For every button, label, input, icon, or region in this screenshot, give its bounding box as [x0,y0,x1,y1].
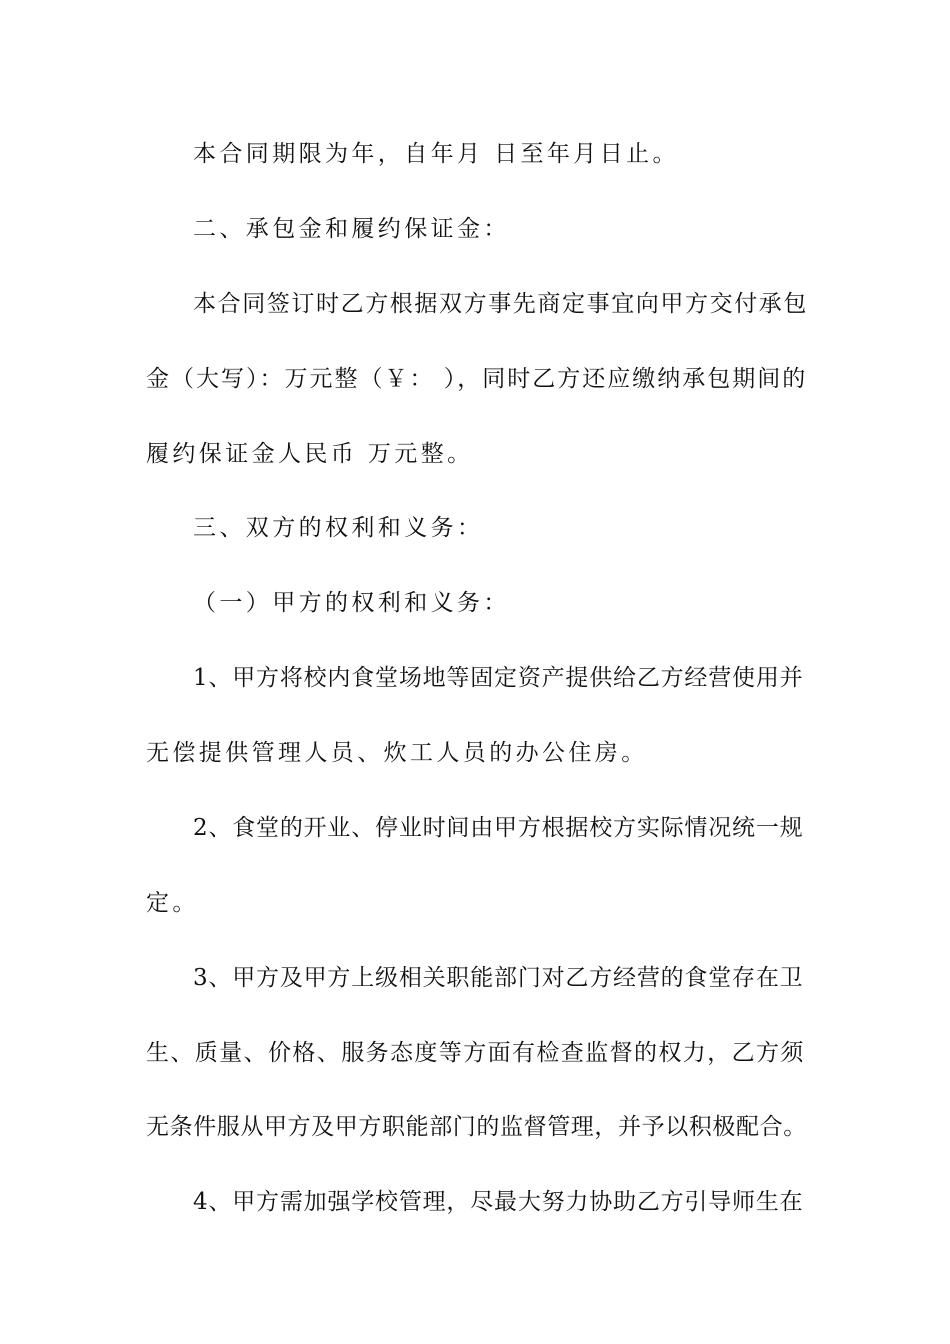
text-line: 无偿提供管理人员、炊工人员的办公住房。 [146,740,648,766]
text-line: 2、食堂的开业、停业时间由甲方根据校方实际情况统一规 [193,815,804,841]
text-line: 定。 [146,890,199,916]
text-line: 本合同签订时乙方根据双方事先商定事宜向甲方交付承包 [193,291,808,317]
section-heading: 三、双方的权利和义务： [193,515,484,541]
text-line: 1、甲方将校内食堂场地等固定资产提供给乙方经营使用并 [193,665,804,691]
text-line: 履约保证金人民币 万元整。 [146,441,474,467]
text-line: 金（大写）：万元整（￥： ），同时乙方还应缴纳承包期间的 [146,366,808,392]
text-line: 3、甲方及甲方上级相关职能部门对乙方经营的食堂存在卫 [193,965,804,991]
section-heading: 二、承包金和履约保证金： [193,216,510,242]
text-line: 生、质量、价格、服务态度等方面有检查监督的权力，乙方须 [146,1040,805,1066]
text-line: 本合同期限为年，自年月 日至年月日止。 [193,141,679,167]
subsection-heading: （一）甲方的权利和义务： [193,590,510,616]
text-line: 4、甲方需加强学校管理，尽最大努力协助乙方引导师生在 [193,1189,804,1215]
text-line: 无条件服从甲方及甲方职能部门的监督管理，并予以积极配合。 [146,1114,807,1140]
